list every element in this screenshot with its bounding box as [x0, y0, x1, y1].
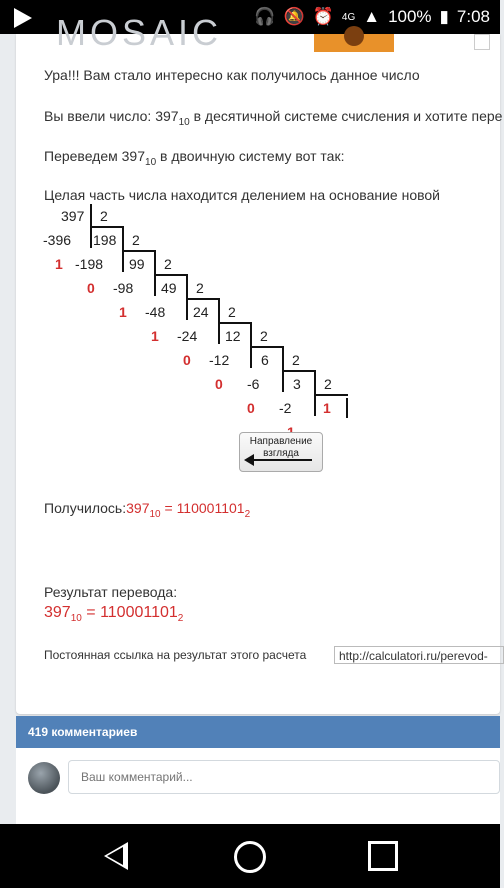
subtract: -24 [177, 328, 198, 344]
avatar[interactable] [28, 762, 60, 794]
direction-line1: Направление [249, 436, 313, 447]
divisor: 2 [292, 352, 300, 368]
last-quotient: 1 [323, 400, 331, 416]
intro-text: Ура!!! Вам стало интересно как получилось данное число [44, 67, 420, 83]
view-direction-button[interactable] [239, 432, 323, 472]
remainder: 0 [215, 376, 223, 392]
dividend: 397 [61, 208, 85, 224]
remainder: 1 [55, 256, 63, 272]
direction-line2: взгляда [263, 448, 299, 459]
comment-input[interactable] [68, 760, 500, 794]
remainder: 0 [87, 280, 95, 296]
banner-image [314, 34, 394, 52]
subtract: -2 [279, 400, 292, 416]
got-number: 397 [126, 500, 150, 516]
alarm-icon: ⏰ [312, 7, 334, 26]
comments-header[interactable]: 419 комментариев [16, 716, 500, 748]
entered-number-text [44, 108, 503, 128]
entered-sub: 10 [178, 117, 190, 128]
divisor: 2 [228, 304, 236, 320]
result-equation-sub: 2 [177, 613, 184, 624]
dividend: 12 [225, 328, 241, 344]
signal-icon: ▲ [363, 7, 381, 26]
remainder: 0 [183, 352, 191, 368]
entered-suffix: в десятичной системе счисления и хотите пере [189, 108, 503, 124]
home-icon[interactable] [234, 841, 266, 873]
result-label: Результат перевода: [44, 584, 178, 600]
divisor: 2 [324, 376, 332, 392]
got-number-sub: 10 [149, 509, 161, 520]
got-label: Получилось: [44, 500, 127, 516]
got-equation-sub: 2 [244, 509, 251, 520]
nav-bar [0, 824, 500, 888]
entered-prefix: Вы ввели число: 397 [44, 108, 179, 124]
dividend: 6 [261, 352, 269, 368]
subtract: -48 [145, 304, 166, 320]
divisor: 2 [132, 232, 140, 248]
convert-text [44, 148, 345, 168]
dividend: 198 [93, 232, 117, 248]
divisor: 2 [196, 280, 204, 296]
divisor: 2 [164, 256, 172, 272]
dividend: 3 [293, 376, 301, 392]
convert-prefix: Переведем 397 [44, 148, 146, 164]
banner-close-icon[interactable] [474, 34, 490, 50]
remainder: 1 [151, 328, 159, 344]
mute-icon: 🔕 [283, 7, 305, 26]
divisor: 2 [100, 208, 108, 224]
subtract: -98 [113, 280, 134, 296]
convert-suffix: в двоичную систему вот так: [156, 148, 345, 164]
network-type: 4G [341, 11, 356, 23]
recent-apps-icon[interactable] [368, 841, 398, 871]
status-icons [254, 0, 490, 34]
battery-icon: ▮ [439, 7, 449, 26]
dividend: 24 [193, 304, 209, 320]
remainder: 0 [247, 400, 255, 416]
dividend: 99 [129, 256, 145, 272]
comment-compose [16, 748, 500, 824]
integer-note: Целая часть числа находится делением на основание новой [44, 187, 440, 203]
clock: 7:08 [456, 7, 490, 26]
permalink-label: Постоянная ссылка на результат этого расчета [44, 648, 307, 662]
convert-sub: 10 [145, 157, 157, 168]
result-number-sub: 10 [70, 613, 82, 624]
banner-logo: MOSAIC [56, 12, 223, 53]
dividend: 49 [161, 280, 177, 296]
remainder: 1 [119, 304, 127, 320]
subtract: -396 [43, 232, 72, 248]
subtract: -12 [209, 352, 230, 368]
subtract: -6 [247, 376, 260, 392]
battery-level: 100% [388, 7, 432, 26]
permalink-field[interactable]: http://calculatori.ru/perevod- [334, 646, 504, 664]
result-number: 397 [44, 604, 71, 621]
play-icon [14, 8, 32, 28]
subtract: -198 [75, 256, 104, 272]
headphones-icon: 🎧 [254, 7, 276, 26]
left-arrow-icon [246, 459, 312, 461]
got-equation: = 110001101 [160, 500, 245, 516]
result-equation: = 110001101 [81, 604, 178, 621]
result-value [44, 604, 183, 622]
divisor: 2 [260, 328, 268, 344]
back-icon[interactable] [104, 842, 128, 870]
result-line [44, 500, 251, 520]
